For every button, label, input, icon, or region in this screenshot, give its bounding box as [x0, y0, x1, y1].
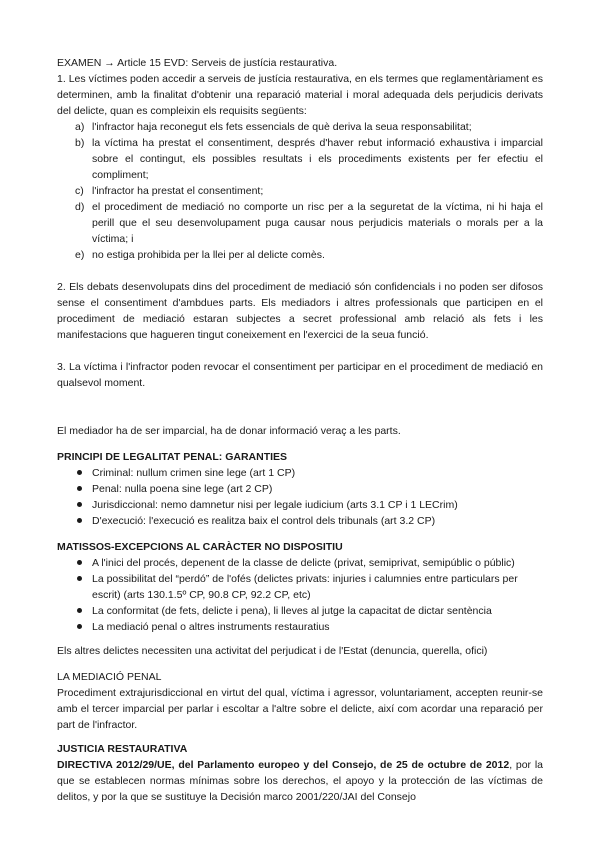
list-item-text: el procediment de mediació no comporte un risc per a la seguretat de la víctima, ni hi haja el perill que el seu desenvolupament puga causar nous perjudicis materials o morals per a la víctima; i: [92, 201, 543, 245]
list-marker: e): [75, 249, 85, 261]
list-marker: d): [75, 201, 85, 213]
list-item-text: La possibilitat del “perdó” de l'ofés (delictes privats: injuries i calumnies entre particulars per escrit) (arts 130.1.5º CP, 90.8 CP, 92.2 CP, etc): [92, 573, 518, 601]
list-item-text: l'infractor haja reconegut els fets essencials de què deriva la seua responsabilitat;: [92, 121, 472, 133]
list-item: [57, 135, 543, 183]
legality-list: [57, 465, 543, 529]
list-item: [57, 619, 543, 635]
mediation-heading: LA MEDIACIÓ PENAL: [57, 671, 162, 683]
list-item-text: no estiga prohibida per la llei per al delicte comès.: [92, 249, 325, 261]
bullet-icon: [77, 624, 82, 629]
bullet-icon: [77, 470, 82, 475]
article-paragraph-1: 1. Les víctimes poden accedir a serveis de justícia restaurativa, en els termes que reglamentàriament es determinen, amb la finalitat d'obtenir una reparació material i moral adequada dels perjudicis derivats del delicte, quan es compleixin els requisits següents:: [57, 73, 543, 117]
exceptions-list: [57, 555, 543, 635]
list-item: [57, 199, 543, 247]
list-item: [57, 513, 543, 529]
bullet-icon: [77, 502, 82, 507]
bullet-icon: [77, 576, 82, 581]
list-item: [57, 481, 543, 497]
restorative-heading: JUSTICIA RESTAURATIVA: [57, 743, 188, 755]
list-item-text: la víctima ha prestat el consentiment, després d'haver rebut informació exhaustiva i imparcial sobre el contingut, els possibles resultats i els procediments existents per fer efectiu el compliment;: [92, 137, 543, 181]
exceptions-heading: MATISSOS-EXCEPCIONS AL CARÀCTER NO DISPOSITIU: [57, 541, 343, 553]
document-body: [57, 55, 543, 805]
directive-text: [57, 757, 543, 805]
list-item: [57, 603, 543, 619]
list-item-text: D'execució: l'execució es realitza baix el control dels tribunals (art 3.2 CP): [92, 515, 436, 527]
legality-heading: PRINCIPI DE LEGALITAT PENAL: GARANTIES: [57, 451, 288, 463]
list-item: [57, 497, 543, 513]
list-marker: b): [75, 137, 85, 149]
mediator-note: El mediador ha de ser imparcial, ha de donar informació veraç a les parts.: [57, 425, 401, 437]
list-marker: c): [75, 185, 84, 197]
requirements-list: [57, 119, 543, 263]
list-item-text: Criminal: nullum crimen sine lege (art 1 CP): [92, 467, 296, 479]
list-item: [57, 465, 543, 481]
list-item-text: La conformitat (de fets, delicte i pena), li lleves al jutge la capacitat de dictar sentència: [92, 605, 492, 617]
list-item: [57, 555, 543, 571]
list-item: [57, 247, 543, 263]
bullet-icon: [77, 518, 82, 523]
article-paragraph-2: 2. Els debats desenvolupats dins del procediment de mediació són confidencials i no poden ser difosos sense el consentiment d'ambdues parts. Els mediadors i altres professionals que participen en el procediment de mediació estaran subjectes a secret professional amb relació als fets i les manifestacions que hagueren tingut coneixement en l'exercici de la seua funció.: [57, 281, 543, 341]
list-item-text: La mediació penal o altres instruments restauratius: [92, 621, 330, 633]
list-marker: a): [75, 121, 85, 133]
list-item: [57, 571, 543, 603]
list-item: [57, 119, 543, 135]
list-item-text: Jurisdiccional: nemo damnetur nisi per legale iudicium (arts 3.1 CP i 1 LECrim): [92, 499, 458, 511]
list-item: [57, 183, 543, 199]
directive-description: , por la que se establecen normas mínimas sobre los derechos, el apoyo y la protección de las víctimas de delitos, y por la que se sustituye la Decisión marco 2001/220/JAI del Consejo: [57, 759, 543, 803]
bullet-icon: [77, 608, 82, 613]
mediation-text: Procediment extrajurisdiccional en virtut del qual, víctima i agressor, voluntariament, accepten reunir-se amb el tercer imparcial per parlar i escoltar a l'altre sobre el delicte, així com acordar una reparació per part de l'infractor.: [57, 687, 543, 731]
article-paragraph-3: 3. La víctima i l'infractor poden revocar el consentiment per participar en el procediment de mediació en qualsevol moment.: [57, 361, 543, 389]
directive-title: DIRECTIVA 2012/29/UE, del Parlamento europeo y del Consejo, de 25 de octubre de 2012: [57, 759, 510, 771]
exam-title: EXAMEN → Article 15 EVD: Serveis de justícia restaurativa.: [57, 57, 338, 69]
list-item-text: Penal: nulla poena sine lege (art 2 CP): [92, 483, 273, 495]
bullet-icon: [77, 560, 82, 565]
list-item-text: A l'inici del procés, depenent de la classe de delicte (privat, semiprivat, semipúblic o públic): [92, 557, 515, 569]
other-crimes-note: Els altres delictes necessiten una activitat del perjudicat i de l'Estat (denuncia, querella, ofici): [57, 645, 488, 657]
list-item-text: l'infractor ha prestat el consentiment;: [92, 185, 264, 197]
bullet-icon: [77, 486, 82, 491]
